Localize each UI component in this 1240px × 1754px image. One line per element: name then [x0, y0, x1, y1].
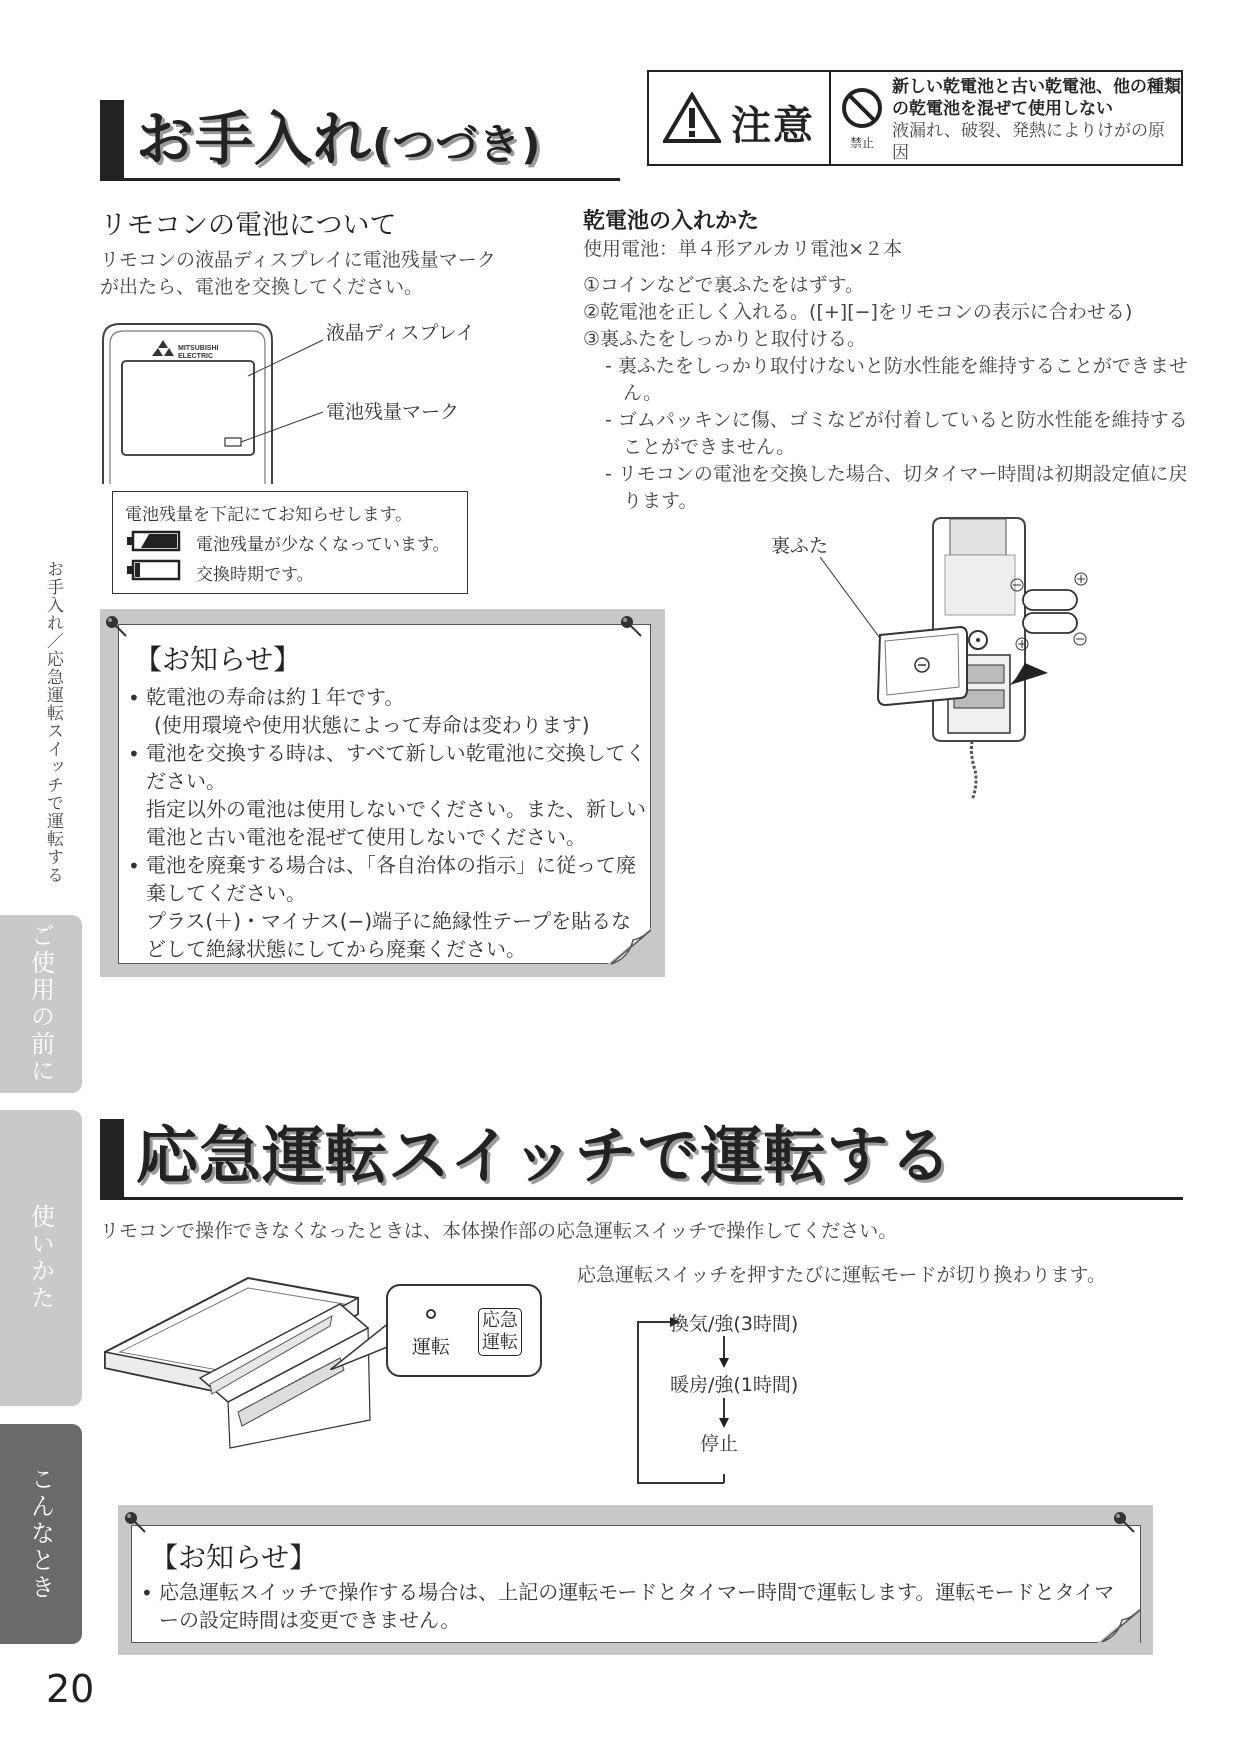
emergency-callout	[386, 1284, 542, 1377]
install-note-2: - ゴムパッキンに傷、ゴミなどが付着していると防水性能を維持することができません。	[605, 409, 1188, 458]
legend-low: 電池残量が少なくなっています。	[196, 535, 450, 555]
notice-title: 【お知らせ】	[150, 1541, 318, 1574]
section-heading-emergency	[100, 1107, 1183, 1200]
bullet-3: •	[128, 854, 140, 878]
run-label: 運転	[412, 1336, 451, 1358]
pin-icon	[121, 1508, 151, 1538]
remote-back-illustration	[820, 515, 1120, 805]
bullet-1: •	[128, 686, 140, 710]
install-step-3: ③裏ふたをしっかりと取付ける。	[583, 328, 867, 350]
prohibit-icon	[840, 86, 884, 130]
notice-item-1: 乾電池の寿命は約１年です。 (使用環境や使用状態によって寿命は変わります)	[146, 685, 590, 737]
side-section-label: お手入れ／応急運転スイッチで運転する	[43, 560, 63, 884]
mode-flow-diagram	[630, 1312, 740, 1492]
battery-legend	[112, 491, 468, 594]
notice-text: 応急運転スイッチで操作する場合は、上記の運転モードとタイマー時間で運転します。運転モードとタイマーの設定時間は変更できません。	[159, 1580, 1115, 1632]
tab-troubleshooting[interactable]: こんなとき	[0, 1424, 82, 1644]
svg-text:MITSUBISHI: MITSUBISHI	[178, 345, 219, 352]
flow-step-heating: 暖房/強(1時間)	[670, 1374, 799, 1396]
label-battery-mark: 電池残量マーク	[326, 401, 460, 423]
pin-icon	[1110, 1508, 1140, 1538]
pin-icon	[617, 612, 647, 642]
label-back-cover: 裏ふた	[771, 535, 829, 557]
heading-bar	[100, 100, 124, 178]
pin-icon	[102, 612, 132, 642]
legend-replace: 交換時期です。	[196, 565, 314, 585]
bullet-2: •	[128, 742, 140, 766]
section-heading-care	[100, 88, 620, 181]
heading-title: 応急運転スイッチで運転する	[136, 1119, 953, 1192]
install-note-1: - 裏ふたをしっかり取付けないと防水性能を維持することができません。	[605, 355, 1188, 404]
flow-intro: 応急運転スイッチを押すたびに運転モードが切り換わります。	[577, 1264, 1106, 1286]
legend-title: 電池残量を下記にてお知らせします。	[125, 505, 413, 525]
battery-section-title: リモコンの電池について	[100, 210, 397, 241]
battery-intro: リモコンの液晶ディスプレイに電池残量マークが出たら、電池を交換してください。	[100, 249, 496, 298]
run-indicator-icon	[425, 1308, 437, 1320]
flow-step-stop: 停止	[700, 1433, 739, 1455]
caution-box	[647, 70, 1183, 166]
install-step-1: ①コインなどで裏ふたをはずす。	[583, 274, 864, 296]
battery-low-icon	[127, 530, 181, 552]
heading-bar	[100, 1119, 124, 1197]
caution-word: 注意	[731, 103, 815, 149]
notice-item-2: 電池を交換する時は、すべて新しい乾電池に交換してください。 指定以外の電池は使用しないでください。また、新しい電池と古い電池を混ぜて使用しないでください。	[146, 741, 646, 849]
page-number: 20	[46, 1667, 95, 1711]
tab-how-to-use[interactable]: 使いかた	[0, 1110, 82, 1406]
emergency-intro: リモコンで操作できなくなったときは、本体操作部の応急運転スイッチで操作してください。	[100, 1220, 898, 1242]
prohibit-mark	[839, 86, 885, 151]
tab-before-use[interactable]: ご使用の前に	[0, 915, 82, 1093]
notice-item-3: 電池を廃棄する場合は、「各自治体の指示」に従って廃棄してください。 プラス(＋)・マイナス(−)端子に絶縁性テープを貼るなどして絶縁状態にしてから廃棄ください。	[146, 853, 636, 961]
label-display: 液晶ディスプレイ	[326, 322, 475, 344]
install-section-title: 乾電池の入れかた	[583, 209, 760, 234]
battery-spec: 使用電池：単４形アルカリ電池×２本	[583, 238, 903, 260]
flow-step-ventilation: 換気/強(3時間)	[670, 1313, 799, 1335]
prohibit-label: 禁止	[849, 136, 874, 150]
heading-title: お手入れ(つづき)	[136, 105, 542, 173]
notice-title: 【お知らせ】	[134, 643, 302, 676]
bullet-1: •	[141, 1581, 153, 1605]
install-note-3: - リモコンの電池を交換した場合、切タイマー時間は初期設定値に戻ります。	[605, 463, 1188, 512]
caution-text: 新しい乾電池と古い乾電池、他の種類の乾電池を混ぜて使用しない 液漏れ、破裂、発熱によりけがの原因	[892, 77, 1181, 163]
install-step-2: ②乾電池を正しく入れる。([+][−]をリモコンの表示に合わせる)	[583, 301, 1133, 323]
emergency-run-button: 応急運転	[478, 1308, 522, 1356]
battery-empty-icon	[127, 559, 181, 581]
warning-icon	[663, 92, 721, 144]
svg-text:ELECTRIC: ELECTRIC	[178, 353, 213, 360]
